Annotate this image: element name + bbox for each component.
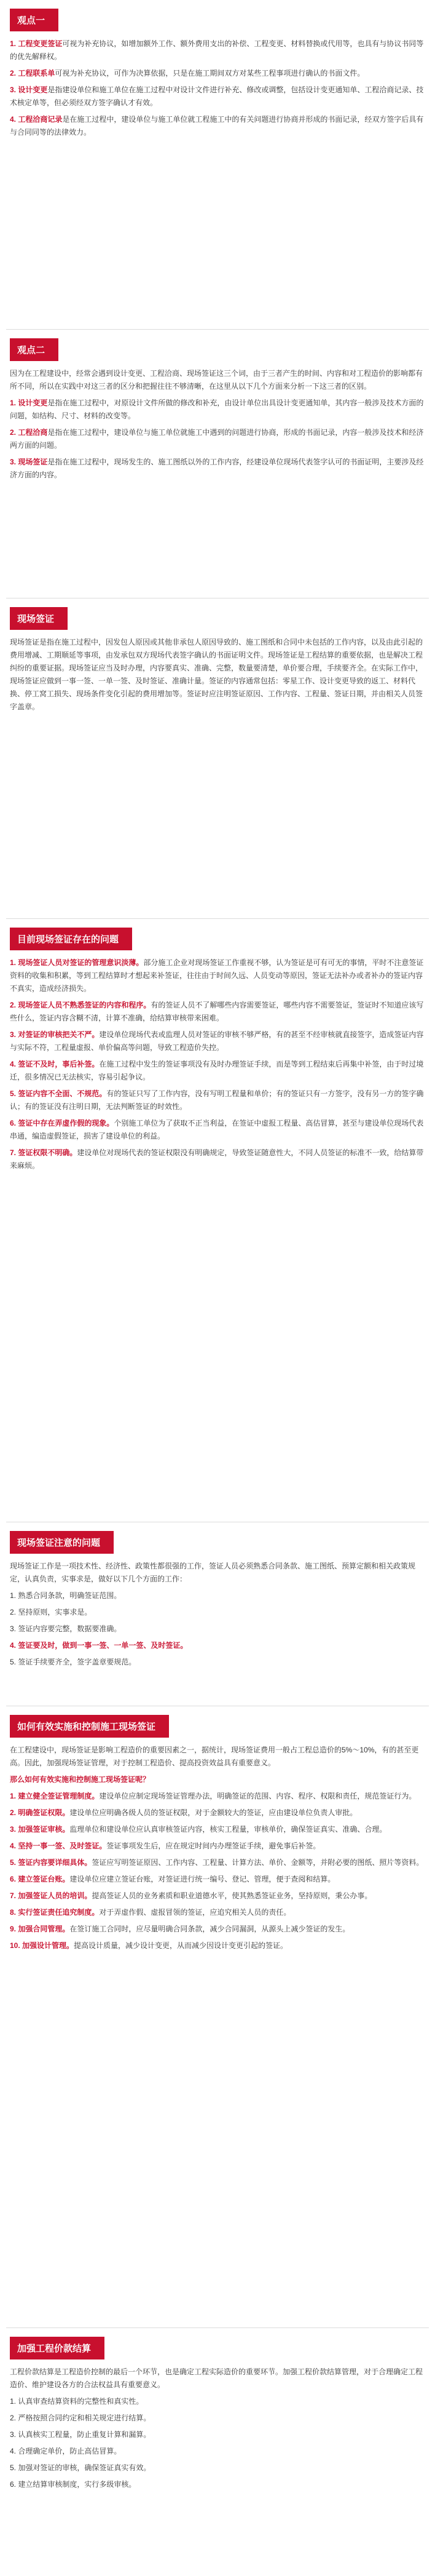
list-item: 1. 认真审查结算资料的完整性和真实性。 — [10, 2397, 144, 2406]
item-text: 提高签证人员的业务素质和职业道德水平，使其熟悉签证业务，坚持原则，秉公办事。 — [92, 1891, 372, 1900]
item-lead: 2. 现场签证人员不熟悉签证的内容和程序。 — [10, 1001, 151, 1009]
list-item — [10, 1807, 425, 1819]
list-item — [10, 1906, 425, 1919]
item-lead: 1. 建立健全签证管理制度。 — [10, 1792, 100, 1800]
item-lead: 6. 签证中存在弄虚作假的现象。 — [10, 1119, 114, 1127]
item-text: 是指建设单位和施工单位在施工过程中对设计文件进行补充、修改或调整，包括设计变更通知单、工程洽商记录、技术核定单等，但必须经双方签字确认才有效。 — [10, 85, 424, 107]
item-text: 在施工过程中发生的签证事项没有及时办理签证手续，而是等到工程结束后再集中补签，由于时过境迁，很多情况已无法核实，容易引起争议。 — [10, 1060, 424, 1081]
list-item: 2. 坚持原则，实事求是。 — [10, 1608, 92, 1616]
item-lead: 1. 设计变更 — [10, 399, 48, 407]
section-viewpoint-two — [0, 330, 435, 598]
list-item: 4. 合理确定单价，防止高估冒算。 — [10, 2447, 122, 2455]
list-item — [10, 1147, 425, 1172]
list-item — [10, 38, 425, 63]
item-lead: 1. 现场签证人员对签证的管理意识淡薄。 — [10, 958, 144, 967]
item-text: 监理单位和建设单位应认真审核签证内容，核实工程量，审核单价，确保签证真实、准确、合理。 — [69, 1825, 387, 1834]
item-text: 部分施工企业对现场签证工作重视不够，认为签证是可有可无的事情，平时不注意签证资料的收集和积累，等到工程结算时才想起来补签证，往往由于时间久远、人员变动等原因，签证无法补办或者补办的签证内容不真实，造成经济损失。 — [10, 958, 424, 993]
list-item — [10, 426, 425, 452]
section-title: 观点一 — [10, 9, 58, 31]
list-item — [10, 999, 425, 1025]
list-item — [10, 956, 425, 995]
item-lead: 10. 加强设计管理。 — [10, 1941, 74, 1950]
section-intro: 现场签证是指在施工过程中，因发包人原因或其他非承包人原因导致的、施工图纸和合同中未包括的工作内容，以及由此引起的费用增减、工期顺延等事项，由发承包双方现场代表签字确认的书面证明文件。现场签证是工程结算的重要依据，也是解决工程纠纷的重要证据。现场签证应当及时办理，内容要真实、准确、完整，数量要清楚，单价要合理，手续要齐全。在实际工作中，现场签证应做到一事一签、一单一签、及时签证、准确计量。签证的内容通常包括：零星工作、设计变更导致的返工、材料代换、停工窝工损失、现场条件变化引起的费用增加等。签证时应注明签证原因、工作内容、工程量、签证日期，并由相关人员签字盖章。 — [10, 638, 423, 711]
section-effective-control — [0, 1706, 435, 2328]
section-site-visa — [0, 598, 435, 918]
item-lead: 4. 签证不及时，事后补签。 — [10, 1060, 100, 1068]
item-lead: 1. 工程变更签证 — [10, 39, 63, 48]
item-text: 建设单位应建立签证台账，对签证进行统一编号、登记、管理，便于查阅和结算。 — [69, 1875, 335, 1883]
item-text: 有的签证人员不了解哪些内容需要签证，哪些内容不需要签证，签证时不知道应该写些什么，签证内容含糊不清，计算不准确，给结算审核带来困难。 — [10, 1001, 424, 1022]
section-title: 加强工程价款结算 — [10, 2337, 104, 2359]
list-item — [10, 1856, 425, 1869]
item-lead: 7. 加强签证人员的培训。 — [10, 1891, 92, 1900]
item-text: 是指在施工过程中，建设单位与施工单位就施工中遇到的问题进行协商，形成的书面记录，内容一般涉及技术和经济两方面的问题。 — [10, 428, 424, 450]
section-title: 目前现场签证存在的问题 — [10, 928, 132, 950]
item-lead: 2. 明确签证权限。 — [10, 1808, 70, 1817]
list-item — [10, 1840, 425, 1853]
item-list — [10, 38, 425, 139]
item-lead: 3. 对签证的审核把关不严。 — [10, 1030, 100, 1039]
item-text: 在签订施工合同时，应尽量明确合同条款，减少合同漏洞，从源头上减少签证的发生。 — [69, 1925, 350, 1933]
item-lead: 5. 签证内容不全面、不规范。 — [10, 1089, 107, 1098]
list-item: 5. 签证手续要齐全，签字盖章要规范。 — [10, 1658, 136, 1666]
list-item — [10, 113, 425, 139]
list-item — [10, 1939, 425, 1952]
item-lead: 8. 实行签证责任追究制度。 — [10, 1908, 100, 1917]
item-lead: 2. 工程联系单 — [10, 69, 55, 78]
section-intro: 因为在工程建设中，经常会遇到设计变更、工程洽商、现场签证这三个词，由于三者产生的时间、内容和对工程造价的影响都有所不同，所以在实践中对这三者的区分和把握往往不够清晰，在这里从以下几个方面来分析一下这三者的区别。 — [10, 369, 423, 391]
list-item: 4. 签证要及时，做到一事一签、一单一签、及时签证。 — [10, 1641, 188, 1650]
item-text: 个别施工单位为了获取不正当利益，在签证中虚报工程量、高估冒算，甚至与建设单位现场代表串通，编造虚假签证，损害了建设单位的利益。 — [10, 1119, 424, 1140]
section-intro: 在工程建设中，现场签证是影响工程造价的重要因素之一，据统计，现场签证费用一般占工程总造价的5%～10%，有的甚至更高。因此，加强现场签证管理，对于控制工程造价、提高投资效益具有重要意义。 — [10, 1746, 419, 1767]
list-item: 5. 加强对签证的审核，确保签证真实有效。 — [10, 2463, 151, 2472]
item-lead: 3. 加强签证审核。 — [10, 1825, 70, 1834]
list-item: 3. 签证内容要完整，数据要准确。 — [10, 1624, 122, 1633]
list-item — [10, 1890, 425, 1902]
item-text: 签证事项发生后，应在规定时间内办理签证手续，避免事后补签。 — [106, 1842, 321, 1850]
item-text: 建设单位应明确各级人员的签证权限，对于金额较大的签证，应由建设单位负责人审批。 — [69, 1808, 358, 1817]
item-lead: 6. 建立签证台账。 — [10, 1875, 70, 1883]
item-text: 可视为补充协议，如增加额外工作、额外费用支出的补偿、工程变更、材料替换或代用等，也具有与协议书同等的优先解释权。 — [10, 39, 424, 61]
list-item — [10, 456, 425, 482]
list-item — [10, 1873, 425, 1886]
section-title: 现场签证 — [10, 607, 68, 630]
list-item — [10, 1117, 425, 1143]
item-lead: 4. 工程洽商记录 — [10, 115, 63, 124]
item-lead: 3. 设计变更 — [10, 85, 48, 94]
list-item — [10, 1087, 425, 1113]
section-viewpoint-one — [0, 0, 435, 329]
item-text: 提高设计质量，减少设计变更，从而减少因设计变更引起的签证。 — [74, 1941, 288, 1950]
list-item: 2. 严格按照合同约定和相关规定进行结算。 — [10, 2414, 151, 2422]
item-lead: 2. 工程洽商 — [10, 428, 48, 437]
list-item — [10, 1923, 425, 1936]
list-item: 3. 认真核实工程量，防止重复计算和漏算。 — [10, 2430, 151, 2439]
item-text: 是指在施工过程中，对原设计文件所做的修改和补充，由设计单位出具设计变更通知单，其内容一般涉及技术方面的问题，如结构、尺寸、材料的改变等。 — [10, 399, 424, 420]
list-item: 6. 建立结算审核制度，实行多级审核。 — [10, 2480, 136, 2489]
item-text: 可视为补充协议，可作为决算依据，只是在施工期间双方对某些工程事项进行确认的书面文件。 — [55, 69, 365, 78]
item-text: 对于弄虚作假、虚报冒领的签证，应追究相关人员的责任。 — [99, 1908, 291, 1917]
section-subheading: 那么如何有效实施和控制施工现场签证呢？ — [10, 1775, 151, 1784]
section-title: 观点二 — [10, 338, 58, 361]
list-item: 1. 熟悉合同条款，明确签证范围。 — [10, 1591, 122, 1600]
item-text: 建设单位对现场代表的签证权限没有明确规定，导致签证随意性大，不同人员签证的标准不一致，给结算带来麻烦。 — [10, 1148, 424, 1170]
section-intro: 工程价款结算是工程造价控制的最后一个环节，也是确定工程实际造价的重要环节。加强工程价款结算管理，对于合理确定工程造价、维护建设各方的合法权益具有重要意义。 — [10, 2367, 423, 2389]
item-lead: 4. 坚持一事一签、及时签证。 — [10, 1842, 107, 1850]
list-item — [10, 1058, 425, 1084]
section-price-settlement — [0, 2328, 435, 2568]
list-item — [10, 84, 425, 109]
list-item — [10, 67, 425, 80]
item-text: 签证应写明签证原因、工作内容、工程量、计算方法、单价、金额等，并附必要的图纸、照片等资料。 — [92, 1858, 424, 1867]
section-visa-notes — [0, 1522, 435, 1706]
section-current-problems — [0, 919, 435, 1522]
section-title: 现场签证注意的问题 — [10, 1531, 114, 1554]
section-intro: 现场签证工作是一项技术性、经济性、政策性都很强的工作，签证人员必须熟悉合同条款、施工图纸、预算定额和相关政策规定，认真负责，实事求是，做好以下几个方面的工作： — [10, 1562, 416, 1583]
list-item — [10, 397, 425, 423]
section-title: 如何有效实施和控制施工现场签证 — [10, 1715, 169, 1738]
item-text: 是在施工过程中，建设单位与施工单位就工程施工中的有关问题进行协商并形成的书面记录，经双方签字后具有与合同同等的法律效力。 — [10, 115, 424, 137]
list-item — [10, 1790, 425, 1803]
item-text: 建设单位应制定现场签证管理办法，明确签证的范围、内容、程序、权限和责任，规范签证行为。 — [99, 1792, 417, 1800]
item-lead: 7. 签证权限不明确。 — [10, 1148, 77, 1157]
item-text: 是指在施工过程中，现场发生的、施工图纸以外的工作内容，经建设单位现场代表签字认可的书面证明，主要涉及经济方面的内容。 — [10, 458, 424, 479]
item-lead: 5. 签证内容要详细具体。 — [10, 1858, 92, 1867]
item-lead: 9. 加强合同管理。 — [10, 1925, 70, 1933]
item-lead: 3. 现场签证 — [10, 458, 48, 466]
list-item — [10, 1028, 425, 1054]
item-text: 有的签证只写了工作内容，没有写明工程量和单价；有的签证只有一方签字，没有另一方的签字确认；有的签证没有注明日期，无法判断签证的时效性。 — [10, 1089, 424, 1111]
item-text: 建设单位现场代表或监理人员对签证的审核不够严格，有的甚至不经审核就直接签字，造成签证内容与实际不符，工程量虚报、单价偏高等问题，导致工程造价失控。 — [10, 1030, 424, 1052]
list-item — [10, 1823, 425, 1836]
